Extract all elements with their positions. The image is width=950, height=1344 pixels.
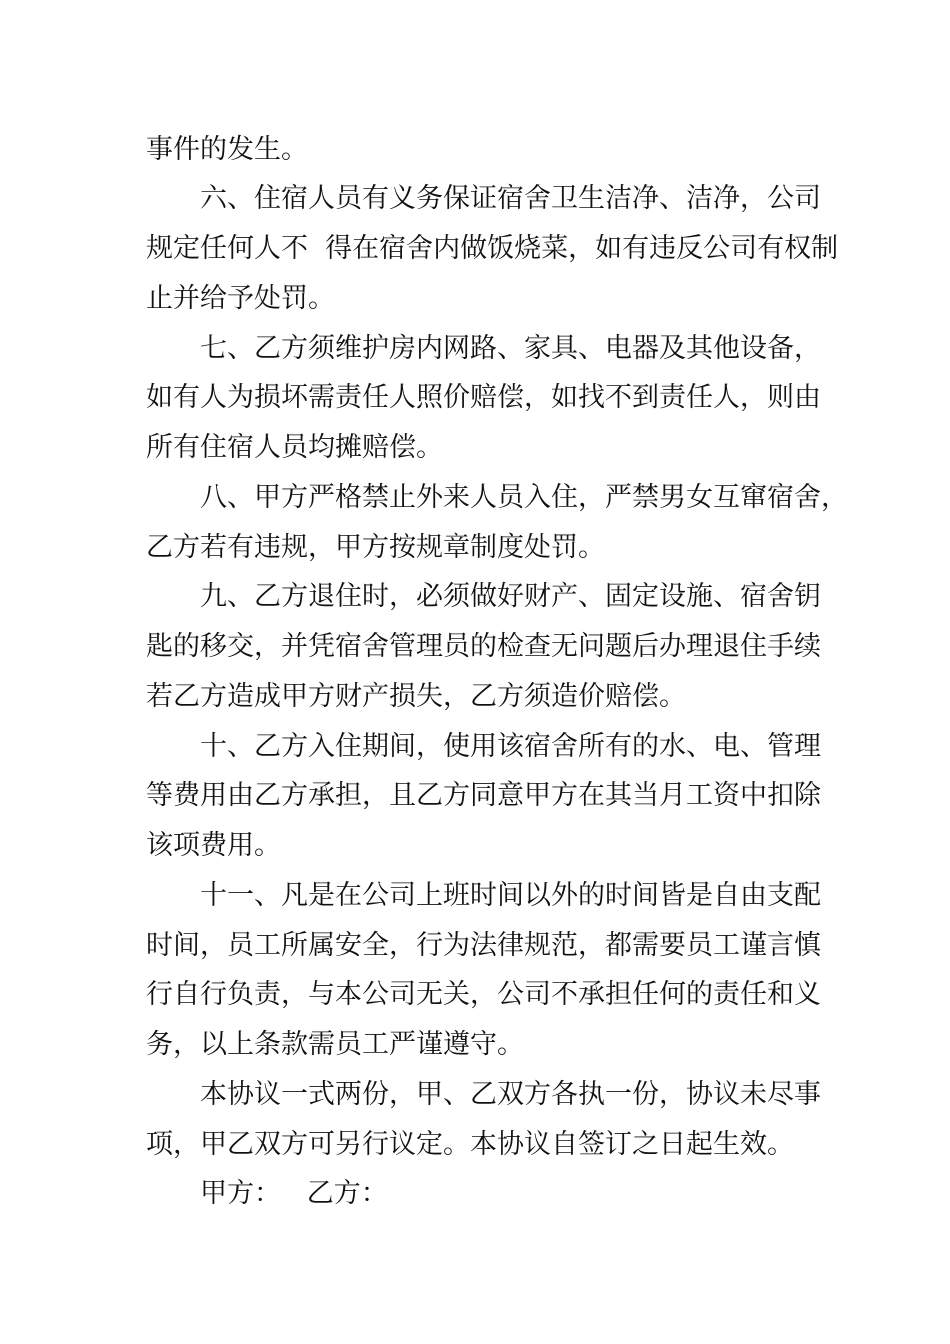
text-line: 九、乙方退住时，必须做好财产、固定设施、宿舍钥: [200, 581, 821, 612]
text-line: 十、乙方入住期间，使用该宿舍所有的水、电、管理: [200, 731, 821, 762]
text-line: 规定任何人不 得在宿舍内做饭烧菜，如有违反公司有权制: [146, 233, 839, 264]
text-line: 十一、凡是在公司上班时间以外的时间皆是自由支配: [200, 880, 821, 911]
text-line: 项，甲乙双方可另行议定。本协议自签订之日起生效。: [146, 1129, 794, 1160]
text-line: 止并给予处罚。: [146, 283, 335, 314]
text-line: 所有住宿人员均摊赔偿。: [146, 432, 443, 463]
text-line: 务，以上条款需员工严谨遵守。: [146, 1029, 524, 1060]
text-line: 事件的发生。: [146, 134, 308, 165]
text-line: 行自行负责，与本公司无关，公司不承担任何的责任和义: [146, 979, 821, 1010]
text-line: 六、住宿人员有义务保证宿舍卫生洁净、洁净，公司: [200, 183, 821, 214]
text-line: 如有人为损坏需责任人照价赔偿，如找不到责任人，则由: [146, 382, 821, 413]
text-line: 乙方若有违规，甲方按规章制度处罚。: [146, 532, 605, 563]
text-line: 等费用由乙方承担，且乙方同意甲方在其当月工资中扣除: [146, 780, 821, 811]
text-line: 七、乙方须维护房内网路、家具、电器及其他设备，: [200, 333, 821, 364]
text-line: 若乙方造成甲方财产损失，乙方须造价赔偿。: [146, 681, 686, 712]
text-line: 该项费用。: [146, 830, 281, 861]
text-line: 本协议一式两份，甲、乙双方各执一份，协议未尽事: [200, 1079, 821, 1110]
signature-line: 甲方： 乙方：: [200, 1178, 388, 1209]
text-line: 八、甲方严格禁止外来人员入住，严禁男女互窜宿舍，: [200, 482, 848, 513]
text-line: 时间，员工所属安全，行为法律规范，都需要员工谨言慎: [146, 930, 821, 961]
text-line: 匙的移交，并凭宿舍管理员的检查无问题后办理退住手续: [146, 631, 821, 662]
